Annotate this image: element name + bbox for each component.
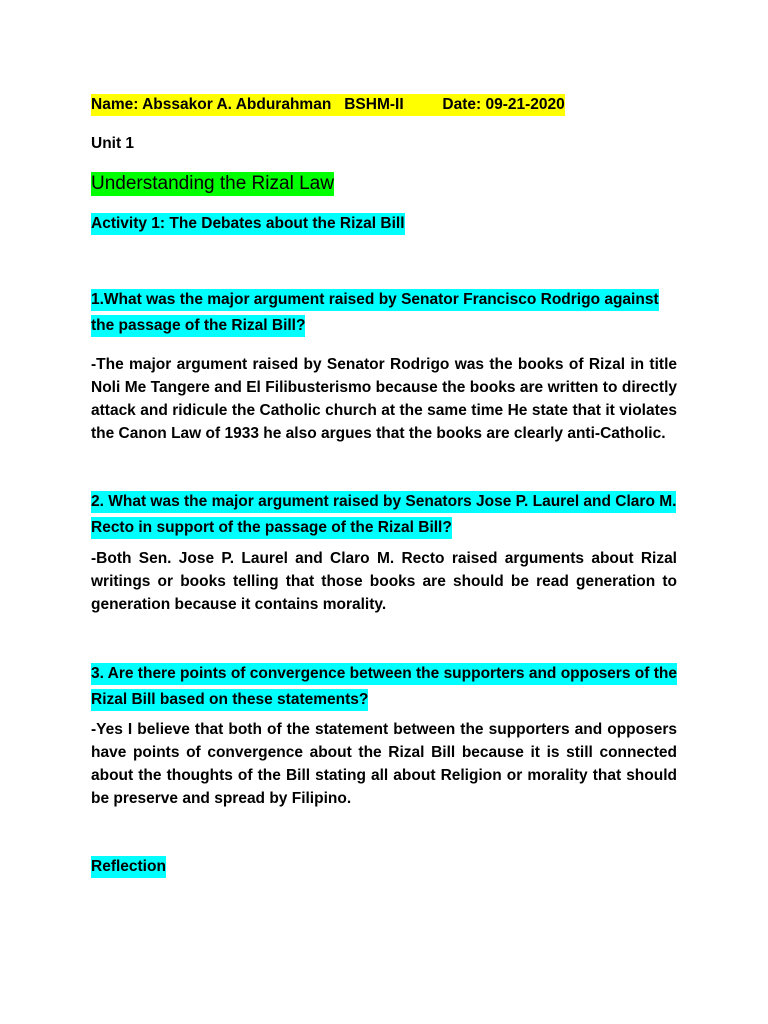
unit-label: Unit 1	[91, 135, 135, 152]
reflection-heading	[91, 856, 677, 878]
page-title	[91, 171, 677, 197]
question-1	[91, 287, 677, 339]
header-highlight	[91, 94, 565, 116]
student-header	[91, 94, 677, 116]
question-2	[91, 489, 677, 541]
question-3	[91, 661, 677, 713]
student-course: BSHM-II	[344, 96, 404, 113]
submission-date: Date: 09-21-2020	[442, 96, 565, 113]
reflection-text: Reflection	[91, 856, 166, 878]
question-3-text: 3. Are there points of convergence between the supporters and opposers of the Rizal Bill based on these statements?	[91, 663, 677, 711]
question-2-text: 2. What was the major argument raised by Senators Jose P. Laurel and Claro M. Recto in support of the passage of the Rizal Bill?	[91, 491, 676, 539]
question-1-text: 1.What was the major argument raised by Senator Francisco Rodrigo against the passage of the Rizal Bill?	[91, 289, 659, 337]
answer-3: -Yes I believe that both of the statement between the supporters and opposers have points of convergence about the Rizal Bill because it is still connected about the thoughts of the Bill stating all about Religion or morality that should be preserve and spread by Filipino.	[91, 721, 677, 807]
activity-text: Activity 1: The Debates about the Rizal Bill	[91, 213, 405, 235]
answer-2: -Both Sen. Jose P. Laurel and Claro M. Recto raised arguments about Rizal writings or books telling that those books are should be read generation to generation because it contains morality.	[91, 550, 677, 613]
title-text: Understanding the Rizal Law	[91, 173, 334, 194]
activity-heading	[91, 213, 677, 235]
answer-1: -The major argument raised by Senator Rodrigo was the books of Rizal in title Noli Me Tangere and El Filibusterismo because the books are written to directly attack and ridicule the Catholic church at the same time He state that it violates the Canon Law of 1933 he also argues that the books are clearly anti-Catholic.	[91, 356, 677, 442]
student-name: Name: Abssakor A. Abdurahman	[91, 96, 332, 113]
